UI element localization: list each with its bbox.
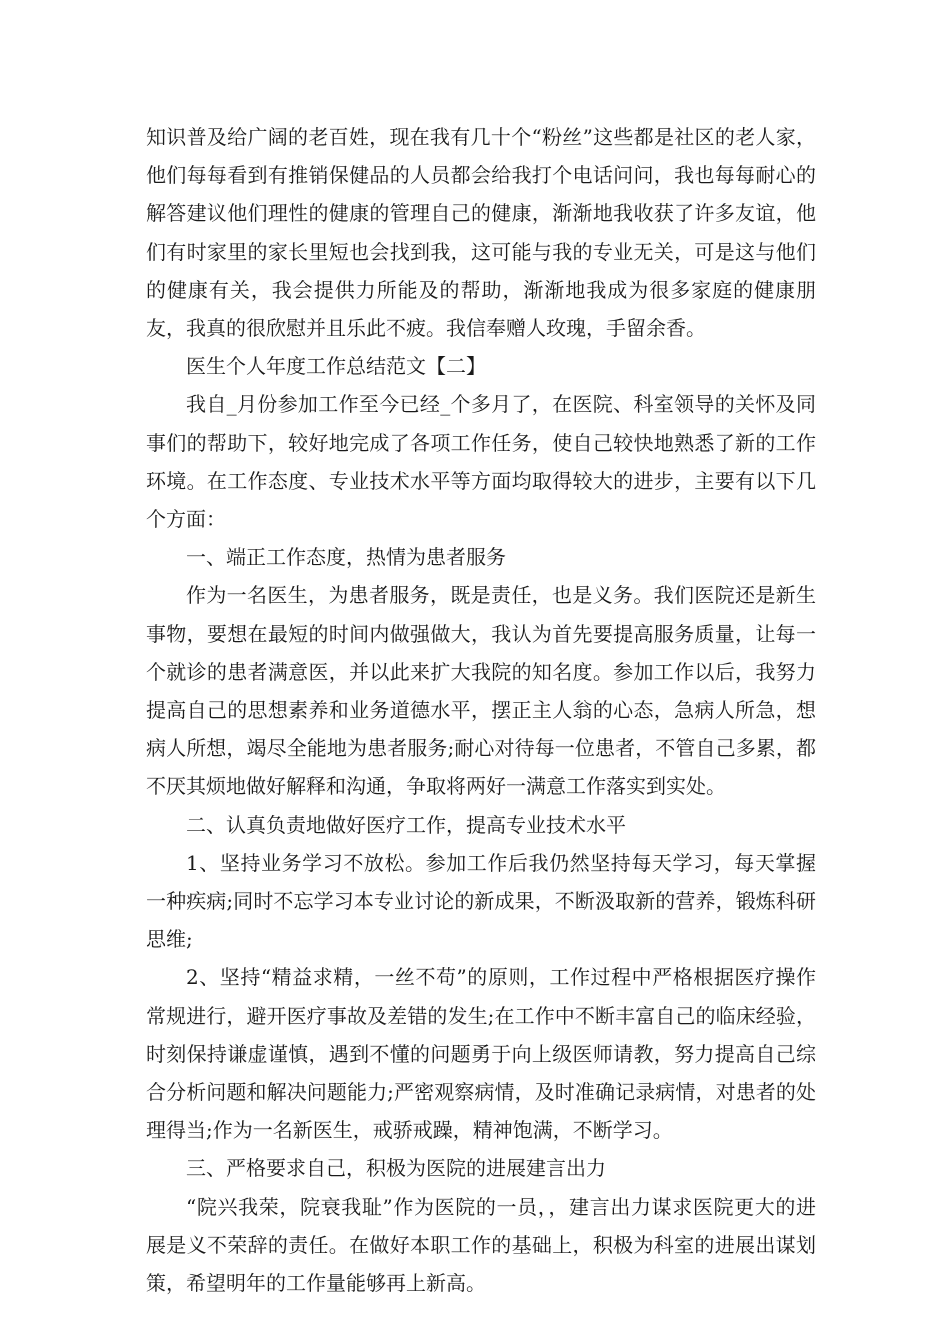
document-page bbox=[146, 118, 816, 1302]
paragraph-study: 1、坚持业务学习不放松。参加工作后我仍然坚持每天学习，每天掌握一种疾病;同时不忘学习本专业讨论的新成果，不断汲取新的营养，锻炼科研思维; bbox=[146, 850, 816, 952]
section-title-2: 医生个人年度工作总结范文【二】 bbox=[186, 354, 486, 379]
paragraph-service: 作为一名医生，为患者服务，既是责任，也是义务。我们医院还是新生事物，要想在最短的时间内做强做大，我认为首先要提高服务质量，让每一个就诊的患者满意医，并以此来扩大我院的知名度。参加工作以后，我努力提高自己的思想素养和业务道德水平，摆正主人翁的心态，急病人所急，想病人所想，竭尽全能地为患者服务;耐心对待每一位患者，不管自己多累，都不厌其烦地做好解释和沟通，争取将两好一满意工作落实到实处。 bbox=[146, 583, 816, 799]
heading-self-discipline: 三、严格要求自己，积极为医院的进展建言出力 bbox=[186, 1156, 606, 1181]
paragraph-principle: 2、坚持“精益求精，一丝不苟”的原则，工作过程中严格根据医疗操作常规进行，避开医疗事故及差错的发生;在工作中不断丰富自己的临床经验，时刻保持谦虚谨慎，遇到不懂的问题勇于向上级医师请教，努力提高自己综合分析问题和解决问题能力;严密观察病情，及时准确记录病情，对患者的处理得当;作为一名新医生，戒骄戒躁，精神饱满，不断学习。 bbox=[146, 965, 816, 1143]
heading-medical-work: 二、认真负责地做好医疗工作，提高专业技术水平 bbox=[186, 812, 626, 837]
paragraph-intro: 我自_月份参加工作至今已经_个多月了，在医院、科室领导的关怀及同事们的帮助下，较好地完成了各项工作任务，使自己较快地熟悉了新的工作环境。在工作态度、专业技术水平等方面均取得较大的进步，主要有以下几个方面： bbox=[146, 392, 816, 532]
paragraph-hospital: “院兴我荣，院衰我耻”作为医院的一员，，建言出力谋求医院更大的进展是义不荣辞的责任。在做好本职工作的基础上，积极为科室的进展出谋划策，希望明年的工作量能够再上新高。 bbox=[146, 1194, 816, 1296]
paragraph-1: 知识普及给广阔的老百姓，现在我有几十个“粉丝”这些都是社区的老人家，他们每每看到有推销保健品的人员都会给我打个电话问问，我也每每耐心的解答建议他们理性的健康的管理自己的健康，渐渐地我收获了许多友谊，他们有时家里的家长里短也会找到我，这可能与我的专业无关，可是这与他们的健康有关，我会提供力所能及的帮助，渐渐地我成为很多家庭的健康朋友，我真的很欣慰并且乐此不疲。我信奉赠人玫瑰，手留余香。 bbox=[146, 125, 816, 341]
heading-attitude: 一、端正工作态度，热情为患者服务 bbox=[186, 545, 506, 570]
